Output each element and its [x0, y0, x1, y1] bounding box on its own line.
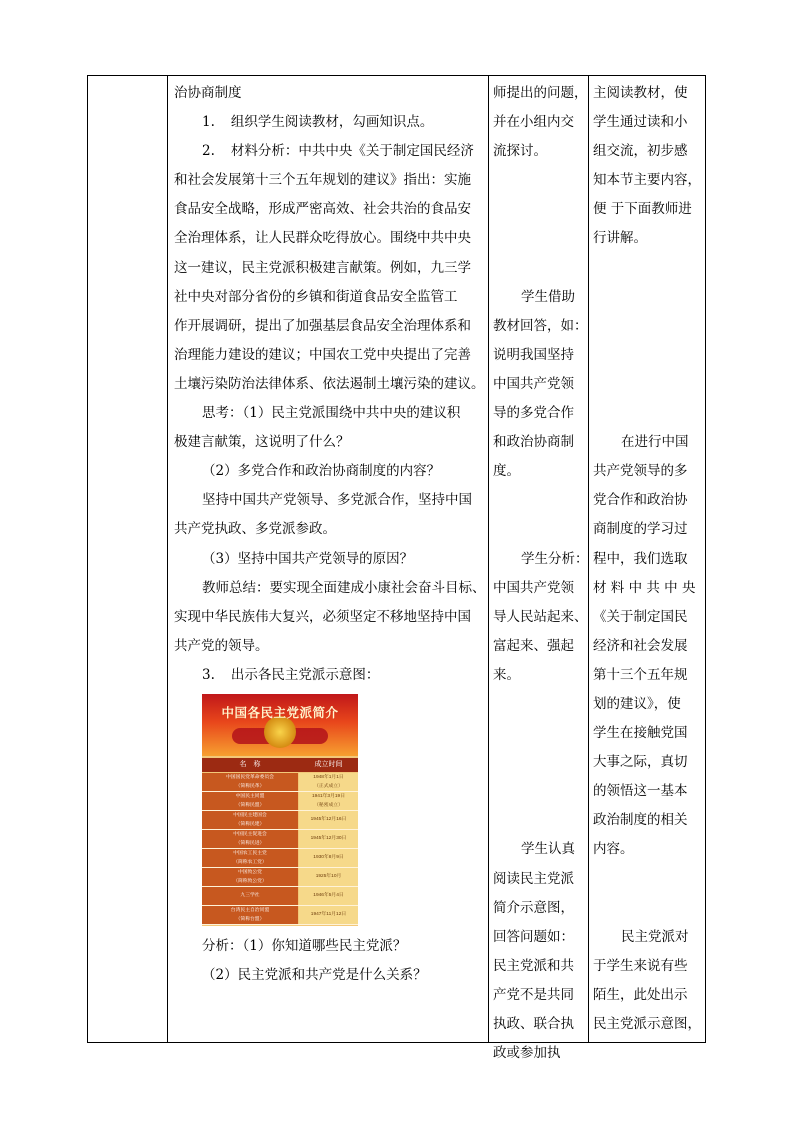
party-name	[202, 868, 298, 886]
text-line: 中国共产党领	[493, 375, 574, 392]
text-line: 回答问题如：	[493, 928, 574, 945]
header-date: 成立时间	[314, 760, 343, 768]
party-date-line: 1945年12月16日	[310, 816, 347, 822]
text-line: 在进行中国	[621, 434, 689, 451]
party-name-line: 中国国民党革命委员会	[226, 774, 274, 780]
party-row	[202, 830, 358, 849]
text-line: 政或参加执	[493, 1045, 561, 1062]
infographic-rows	[202, 773, 358, 925]
text-line: 作开展调研，提出了加强基层食品安全治理体系和	[174, 317, 471, 334]
text-line: 民主党派和共	[493, 957, 574, 974]
party-founding-date	[299, 830, 358, 848]
text-line: 实现中华民族伟大复兴，必须坚定不移地坚持中国	[174, 608, 471, 625]
lesson-table	[87, 75, 706, 1062]
party-name	[202, 906, 298, 924]
text-line: 富起来、强起	[493, 637, 574, 654]
text-line: 政治制度的相关	[593, 812, 688, 829]
party-name	[202, 811, 298, 829]
text-line: （2）多党合作和政治协商制度的内容？	[202, 463, 441, 480]
party-name-line: （简称农工党）	[233, 859, 267, 865]
text-line: 和政治协商制	[493, 434, 574, 451]
infographic-header	[202, 758, 358, 772]
text-line: 学生分析：	[521, 550, 589, 567]
party-name	[202, 830, 298, 848]
party-row	[202, 849, 358, 868]
text-line: 程中，我们选取	[593, 550, 688, 567]
design-intent-column	[593, 79, 705, 1039]
text-line: 度。	[493, 463, 520, 480]
party-name-line: （简称民进）	[235, 840, 265, 846]
text-line: 学生在接触党国	[593, 725, 688, 742]
text-line: 行讲解。	[593, 230, 647, 247]
party-name-line: 中国民主促进会	[233, 831, 267, 837]
numbered-item-2: 2. 材料分析：中共中央《关于制定国民经济	[202, 143, 474, 160]
text-line: 共产党执政、多党派参政。	[174, 521, 336, 538]
text-line: 师提出的问题，	[493, 85, 588, 101]
text-line: 坚持中国共产党领导、多党派合作，坚持中国	[202, 492, 472, 509]
party-name	[202, 887, 298, 905]
text-line: 治理能力建设的建议；中国农工党中央提出了完善	[174, 346, 471, 363]
text-line: 学生认真	[521, 841, 575, 858]
party-date-line: 1948年1月1日	[313, 774, 344, 780]
text-line: 共产党领导的多	[593, 463, 688, 480]
party-name-line: 台湾民主自治同盟	[230, 907, 270, 913]
text-line: 学生借助	[521, 288, 575, 305]
party-name-line: 中国民主同盟	[235, 793, 265, 799]
party-date-line: 1941年3月19日	[311, 793, 346, 799]
party-date-line: （正式成立）	[314, 783, 343, 789]
text-line: 并在小组内交	[493, 114, 574, 131]
text-line: 学生通过读和小	[593, 114, 688, 131]
text-line: 流探讨。	[493, 143, 547, 160]
infographic-title: 中国各民主党派简介	[221, 704, 339, 720]
text-line: 便 于下面教师进	[593, 201, 692, 218]
text-line: 划的建议》，使	[593, 695, 681, 712]
text-line: 于学生来说有些	[593, 957, 688, 974]
party-date-line: 1945年12月30日	[310, 835, 347, 841]
text-line: 来。	[493, 666, 520, 683]
student-activity-column	[493, 79, 589, 1068]
text-line: 简介示意图，	[493, 899, 574, 916]
text-line: 治协商制度	[174, 85, 242, 101]
party-name-line: 中国民主建国会	[233, 812, 267, 818]
party-name-line: （简称致公党）	[233, 878, 267, 884]
text-line: 全治理体系，让人民群众吃得放心。围绕中共中央	[174, 230, 471, 247]
text-line: 主阅读教材，使	[593, 85, 688, 101]
party-row	[202, 811, 358, 830]
numbered-item-3: 3. 出示各民主党派示意图：	[202, 666, 380, 683]
text-line: 产党不是共同	[493, 986, 574, 1003]
text-line: 知本节主要内容，	[593, 172, 701, 189]
column-divider	[167, 76, 168, 1042]
text-line: 党合作和政治协	[593, 492, 688, 509]
text-line: 和社会发展第十三个五年规划的建议》指出：实施	[174, 172, 471, 189]
party-name	[202, 773, 298, 791]
party-name-line: （简称台盟）	[235, 916, 265, 922]
party-name-line: 中国致公党	[238, 869, 262, 875]
text-line: 执政、联合执	[493, 1016, 574, 1032]
text-line: 材 料 中 共 中 央	[593, 579, 696, 596]
party-date-line: （秘密成立）	[314, 802, 343, 808]
party-founding-date	[299, 887, 358, 905]
party-name-line: （简称民建）	[235, 821, 265, 827]
text-line: 教师总结：要实现全面建成小康社会奋斗目标、	[202, 579, 486, 596]
party-founding-date	[299, 906, 358, 924]
text-line: 导的多党合作	[493, 405, 574, 422]
party-date-line: 1946年5月4日	[313, 892, 344, 898]
party-founding-date	[299, 811, 358, 829]
party-name	[202, 792, 298, 810]
text-line: 食品安全战略，形成严密高效、社会共治的食品安	[174, 201, 471, 218]
text-line: （2）民主党派和共产党是什么关系？	[202, 967, 427, 984]
text-line: 大事之际，真切	[593, 754, 688, 771]
text-line: 组交流，初步感	[593, 143, 688, 160]
democratic-parties-infographic	[202, 694, 358, 926]
text-line: 的领悟这一基本	[593, 783, 688, 800]
text-line: 经济和社会发展	[593, 637, 688, 654]
text-line: 第十三个五年规	[593, 666, 688, 683]
party-date-line: 1925年10月	[315, 873, 342, 879]
text-line: 中国共产党领	[493, 579, 574, 596]
text-line: 共产党的领导。	[174, 637, 269, 654]
text-line: 商制度的学习过	[593, 521, 688, 538]
party-founding-date	[299, 792, 358, 810]
party-date-line: 1947年11月12日	[310, 911, 347, 917]
text-line: （3）坚持中国共产党领导的原因？	[202, 550, 414, 567]
party-name	[202, 849, 298, 867]
text-line: 民主党派示意图，	[593, 1016, 701, 1032]
text-line: 土壤污染防治法律体系、依法遏制土壤污染的建议。	[174, 375, 485, 392]
text-line: 陌生，此处出示	[593, 986, 688, 1003]
party-name-line: （简称民革）	[235, 783, 265, 789]
party-row	[202, 792, 358, 811]
party-founding-date	[299, 868, 358, 886]
party-row	[202, 887, 358, 906]
numbered-item-1: 1. 组织学生阅读教材，勾画知识点。	[202, 114, 434, 131]
text-line: 民主党派对	[621, 928, 689, 945]
text-line: 《关于制定国民	[593, 608, 688, 625]
text-line: 阅读民主党派	[493, 870, 574, 887]
party-row	[202, 773, 358, 792]
text-line: 社中央对部分省份的乡镇和街道食品安全监管工	[174, 288, 458, 305]
party-row	[202, 906, 358, 925]
text-line: 教材回答，如：	[493, 317, 588, 334]
party-name-line: 九三学社	[240, 892, 260, 898]
party-name-line: 中国农工民主党	[233, 850, 267, 856]
text-line: 说明我国坚持	[493, 346, 574, 363]
party-founding-date	[299, 849, 358, 867]
party-row	[202, 868, 358, 887]
text-line: 极建言献策，这说明了什么？	[174, 434, 350, 451]
party-founding-date	[299, 773, 358, 791]
party-name-line: （简称民盟）	[235, 802, 265, 808]
text-line: 这一建议，民主党派积极建言献策。例如，九三学	[174, 259, 471, 276]
text-line: 分析：（1）你知道哪些民主党派？	[202, 937, 407, 954]
text-line: 导人民站起来、	[493, 608, 588, 625]
teaching-process-column	[174, 79, 494, 990]
text-line: 思考：（1）民主党派围绕中共中央的建议积	[202, 405, 461, 422]
header-name: 名 称	[239, 760, 261, 768]
text-line: 内容。	[593, 841, 634, 858]
party-date-line: 1930年8月9日	[313, 854, 344, 860]
